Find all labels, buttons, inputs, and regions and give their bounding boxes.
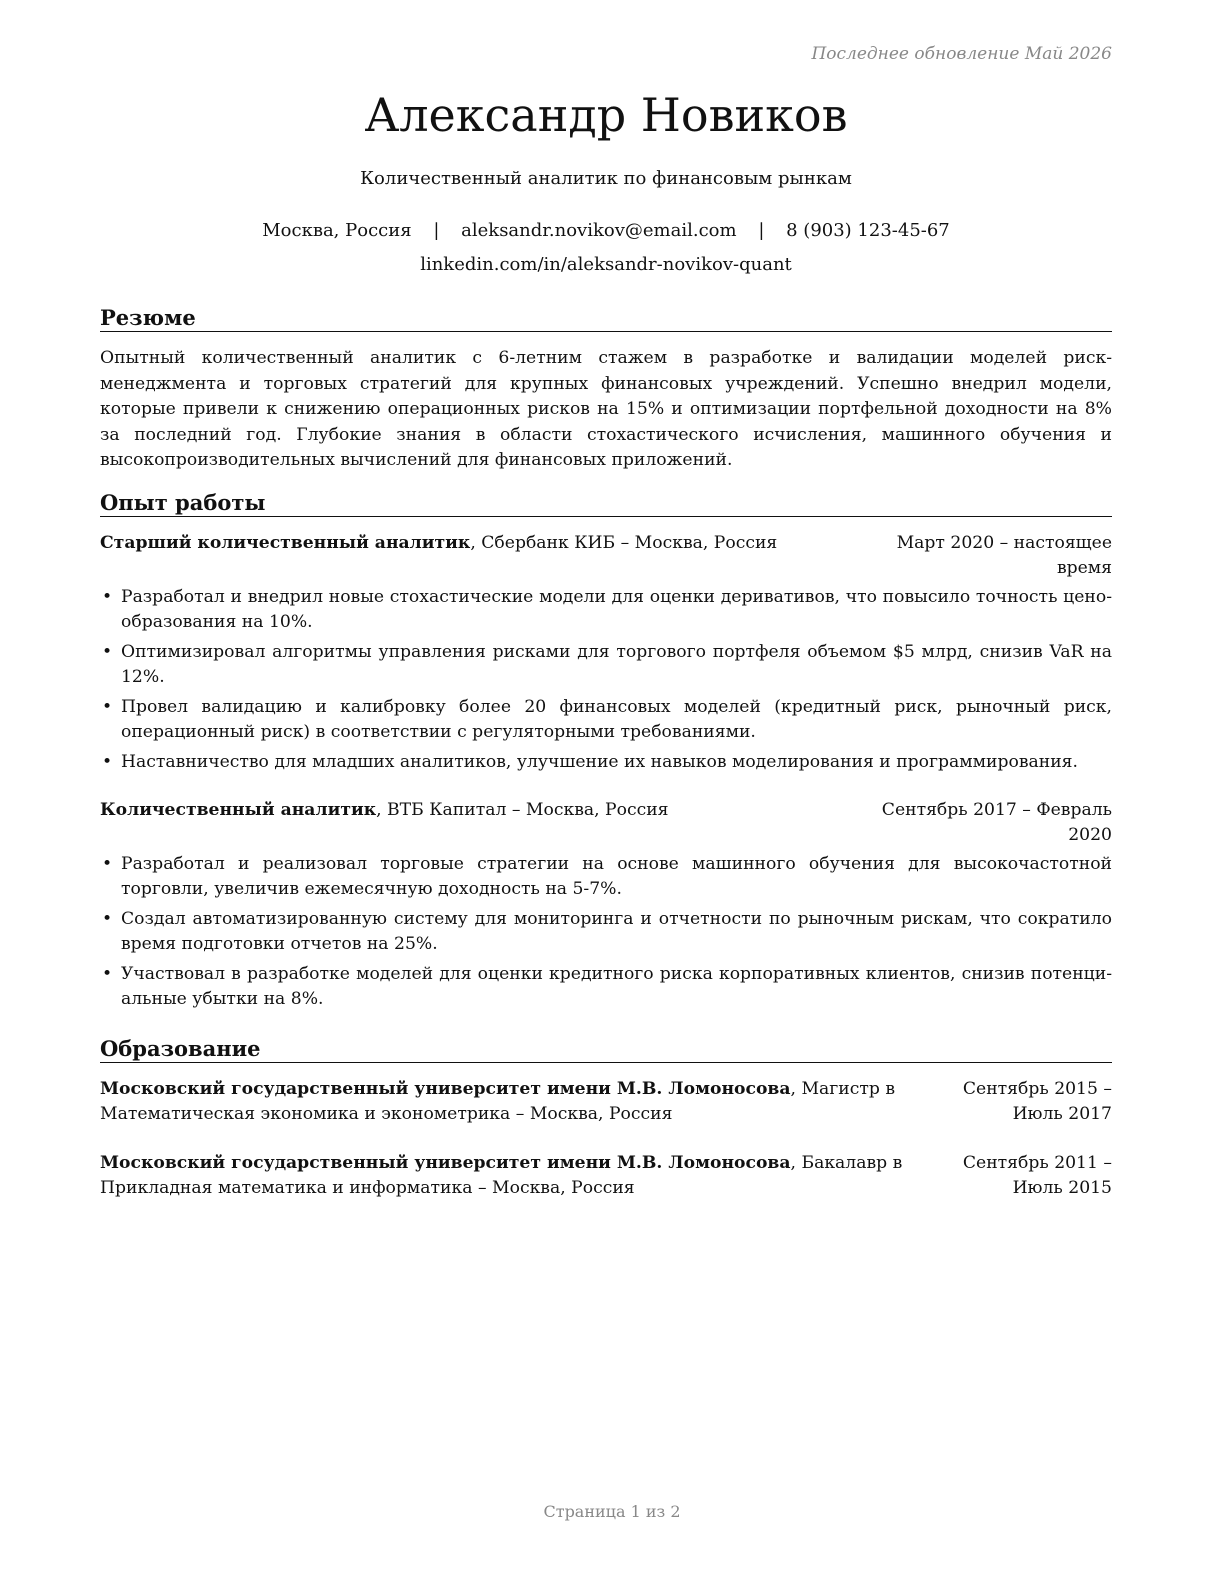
job-role: Старший количественный аналитик	[100, 533, 471, 553]
education-description	[100, 1077, 960, 1127]
experience-heading: Опыт работы	[100, 490, 1112, 517]
job-title-line	[100, 531, 777, 581]
page-number: Страница 1 из 2	[543, 1502, 681, 1521]
job-company: , ВТБ Капитал – Москва, Россия	[376, 800, 669, 820]
education-section	[100, 1036, 1112, 1201]
job-dates: Март 2020 – настоящее время	[896, 533, 1112, 578]
summary-text: Опытный количественный аналитик с 6-летним стажем в разработке и валидации моделей риск-менеджмента и торговых стратегий для крупных финансовых учреждений. Успешно внедрил модели, которые привели к снижению операционных рисков на 15% и оптимизации портфельной доходности на 8% за последний год. Глубокие знания в области стохастического исчисления, машинного обучения и высокопроизводительных вычислений для финансовых приложений.	[100, 348, 1112, 470]
contact-phone: 8 (903) 123-45-67	[786, 220, 950, 241]
linkedin-link[interactable]: linkedin.com/in/aleksandr-novikov-quant	[420, 254, 792, 275]
education-entry	[100, 1151, 1112, 1201]
education-school: Московский государственный университет имени М.В. Ломоносова	[100, 1153, 791, 1173]
summary-section	[100, 305, 1112, 474]
education-heading: Образование	[100, 1036, 1112, 1063]
job-company: , Сбербанк КИБ – Москва, Россия	[470, 533, 778, 553]
experience-section	[100, 490, 1112, 1017]
job-bullet: • Наставничество для младших аналитиков, улучшение их навыков моделирования и программирования.	[100, 750, 1112, 775]
candidate-name: Александр Новиков	[364, 88, 848, 142]
job-header	[100, 531, 1112, 581]
summary-heading: Резюме	[100, 305, 1112, 332]
job-bullet: • Разработал и внедрил новые стохастические модели для оценки деривативов, что повысило точность ценообразования на 10%.	[100, 585, 1112, 635]
job-bullet: • Участвовал в разработке моделей для оценки кредитного риска корпоративных клиентов, снизив потенциальные убытки на 8%.	[100, 962, 1112, 1012]
job-entry	[100, 531, 1112, 775]
job-dates: Сентябрь 2017 – Февраль 2020	[881, 800, 1112, 845]
job-role: Количественный аналитик	[100, 800, 377, 820]
contact-separator: |	[433, 220, 440, 241]
job-bullets	[100, 852, 1112, 1012]
candidate-subtitle: Количественный аналитик по финансовым рынкам	[360, 168, 852, 189]
education-entry	[100, 1077, 1112, 1127]
job-entry	[100, 798, 1112, 1012]
contact-email[interactable]: aleksandr.novikov@email.com	[461, 220, 737, 241]
education-degree: , Магистр в Математическая экономика и эконометрика – Москва, Россия	[100, 1079, 896, 1124]
job-bullet: • Провел валидацию и калибровку более 20 финансовых моделей (кредитный риск, рыночный риск, операционный риск) в соответствии с регуляторными требованиями.	[100, 695, 1112, 745]
education-degree: , Бакалавр в Прикладная математика и информатика – Москва, Россия	[100, 1153, 903, 1198]
job-bullets	[100, 585, 1112, 775]
job-bullet: • Разработал и реализовал торговые стратегии на основе машинного обучения для высокочастотной торговли, увеличив ежемесячную доходность на 5-7%.	[100, 852, 1112, 902]
contact-line	[100, 220, 1112, 241]
education-school: Московский государственный университет имени М.В. Ломоносова	[100, 1079, 791, 1099]
job-bullet: • Создал автоматизированную систему для мониторинга и отчетности по рыночным рискам, что сократило время подготовки отчетов на 25%.	[100, 907, 1112, 957]
contact-separator: |	[758, 220, 765, 241]
job-bullet: • Оптимизировал алгоритмы управления рисками для торгового портфеля объемом $5 млрд, снизив VaR на 12%.	[100, 640, 1112, 690]
education-dates: Сентябрь 2015 – Июль 2017	[962, 1079, 1112, 1124]
education-description	[100, 1151, 960, 1201]
contact-location: Москва, Россия	[262, 220, 412, 241]
last-update-note: Последнее обновление Май 2026	[811, 44, 1112, 64]
job-header	[100, 798, 1112, 848]
education-dates: Сентябрь 2011 – Июль 2015	[962, 1153, 1112, 1198]
job-title-line	[100, 798, 669, 848]
